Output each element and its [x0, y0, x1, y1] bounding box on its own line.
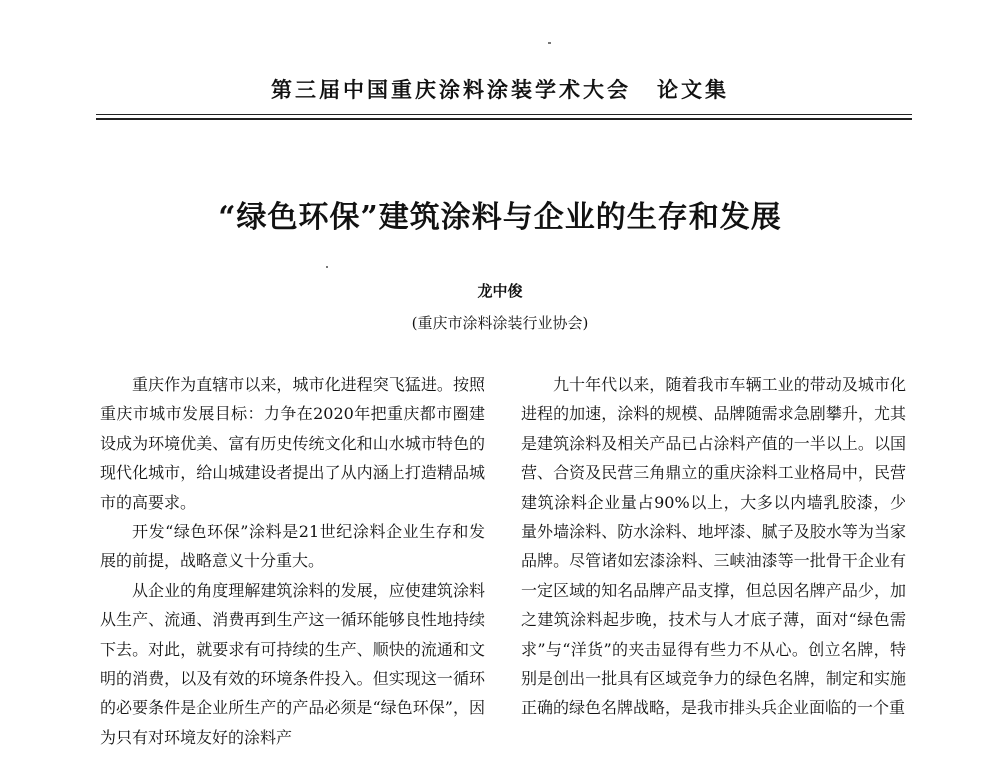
paragraph: 重庆作为直辖市以来，城市化进程突飞猛进。按照重庆市城市发展目标：力争在2020年把重庆都市圈建设成为环境优美、富有历史传统文化和山水城市特色的现代化城市，给山城建设者提出了从内涵上打造精品城市的高要求。 [100, 375, 485, 512]
body-column-left [100, 370, 485, 752]
proceedings-label: 论文集 [657, 77, 729, 102]
scan-speck [548, 42, 551, 44]
proceedings-header [0, 74, 1000, 104]
article-affiliation: (重庆市涂料涂装行业协会) [411, 314, 589, 332]
paragraph: 开发“绿色环保”涂料是21世纪涂料企业生存和发展的前提，战略意义十分重大。 [100, 522, 485, 571]
header-rule-thick [96, 118, 912, 120]
proceedings-name: 第三届中国重庆涂料涂装学术大会 [271, 77, 631, 102]
scan-speck [326, 266, 328, 268]
paragraph: 从企业的角度理解建筑涂料的发展，应使建筑涂料从生产、流通、消费再到生产这一循环能够良性地持续下去。对此，就要求有可持续的生产、顺快的流通和文明的消费，以及有效的环境条件投入。但实现这一循环的必要条件是企业所生产的产品必须是“绿色环保”，因为只有对环境友好的涂料产 [100, 580, 485, 747]
article-author: 龙中俊 [477, 282, 523, 300]
article-title: “绿色环保”建筑涂料与企业的生存和发展 [218, 200, 782, 235]
body-column-right [521, 370, 906, 723]
paragraph: 九十年代以来，随着我市车辆工业的带动及城市化进程的加速，涂料的规模、品牌随需求急剧攀升，尤其是建筑涂料及相关产品已占涂料产值的一半以上。以国营、合资及民营三角鼎立的重庆涂料工业格局中，民营建筑涂料企业量占90%以上，大多以内墙乳胶漆，少量外墙涂料、防水涂料、地坪漆、腻子及胶水等为当家品牌。尽管诸如宏漆涂料、三峡油漆等一批骨干企业有一定区域的知名品牌产品支撑，但总因名牌产品少，加之建筑涂料起步晚，技术与人才底子薄，面对“绿色需求”与“洋货”的夹击显得有些力不从心。创立名牌，特别是创出一批具有区域竞争力的绿色名牌，制定和实施正确的绿色名牌战略，是我市排头兵企业面临的一个重 [521, 375, 906, 718]
header-rule-thin [96, 114, 912, 115]
